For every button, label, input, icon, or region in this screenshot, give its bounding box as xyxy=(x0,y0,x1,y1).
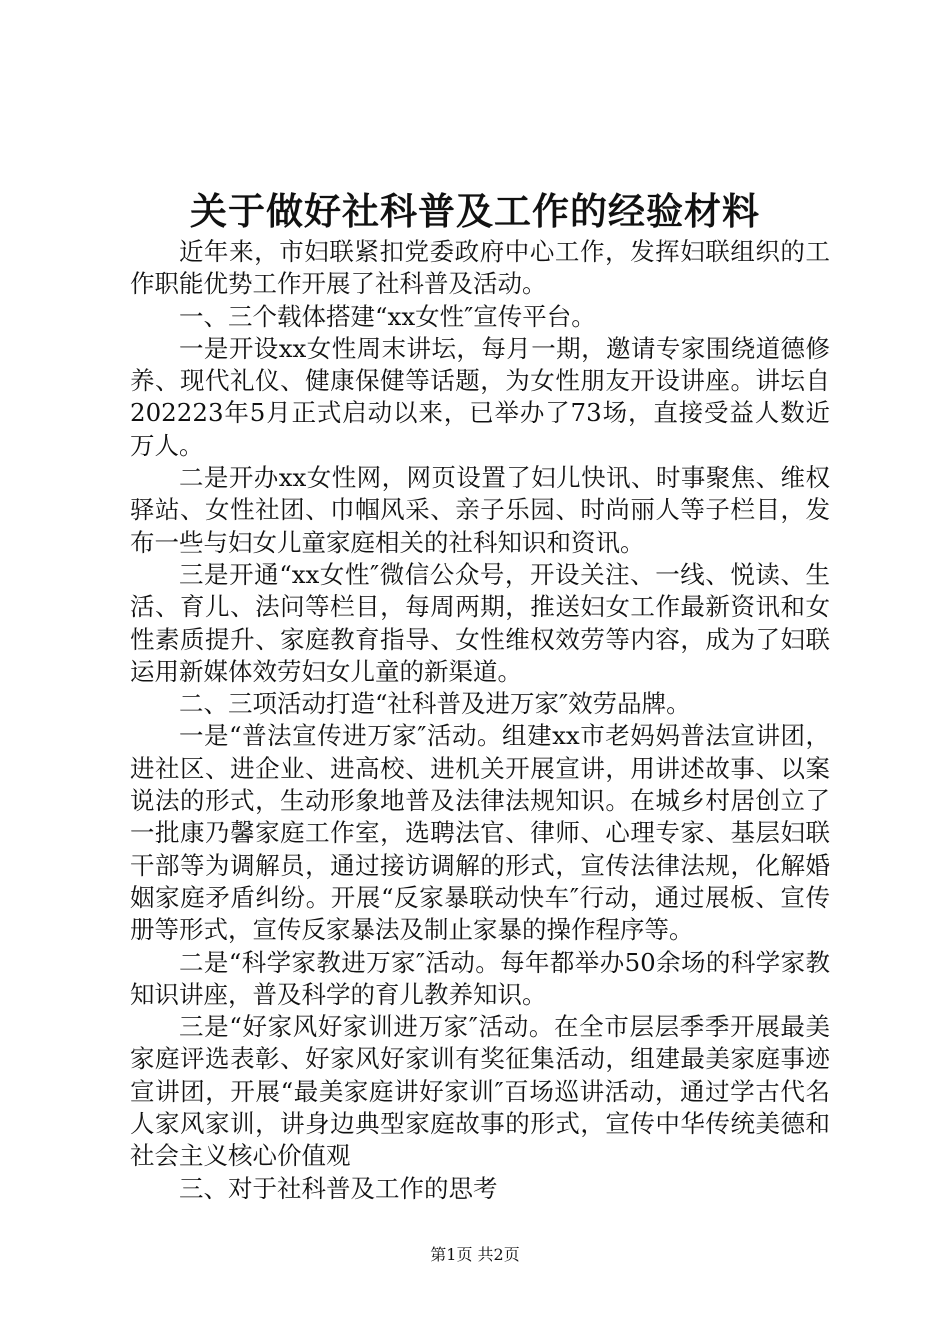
paragraph-1-3: 三是开通“xx女性″微信公众号，开设关注、一线、悦读、生活、育儿、法问等栏目，每周两期，推送妇女工作最新资讯和女性素质提升、家庭教育指导、女性维权效劳等内容，成为了妇联运用新媒体效劳妇女儿童的新渠道。 xyxy=(130,559,830,686)
heading-section-1: 一、三个载体搭建“xx女性″宣传平台。 xyxy=(179,301,596,331)
heading-section-3: 三、对于社科普及工作的思考 xyxy=(179,1173,498,1203)
document-title: 关于做好社科普及工作的经验材料 xyxy=(190,189,760,233)
paragraph-2-2: 二是“科学家教进万家″活动。每年都举办50余场的科学家教知识讲座，普及科学的育儿教养知识。 xyxy=(130,947,830,1009)
paragraph-2-3: 三是“好家风好家训进万家″活动。在全市层层季季开展最美家庭评选表彰、好家风好家训有奖征集活动，组建最美家庭事迹宣讲团，开展“最美家庭讲好家训″百场巡讲活动，通过学古代名人家风家训，讲身边典型家庭故事的形式，宣传中华传统美德和社会主义核心价值观 xyxy=(130,1012,830,1171)
paragraph-1-1: 一是开设xx女性周末讲坛，每月一期，邀请专家围绕道德修养、现代礼仪、健康保健等话题，为女性朋友开设讲座。讲坛自202223年5月正式启动以来，已举办了73场，直接受益人数近万人。 xyxy=(130,333,830,460)
paragraph-intro: 近年来，市妇联紧扣党委政府中心工作，发挥妇联组织的工作职能优势工作开展了社科普及活动。 xyxy=(130,237,830,299)
paragraph-1-2: 二是开办xx女性网，网页设置了妇儿快讯、时事聚焦、维权驿站、女性社团、巾帼风采、亲子乐园、时尚丽人等子栏目，发布一些与妇女儿童家庭相关的社科知识和资讯。 xyxy=(130,463,830,557)
heading-section-2: 二、三项活动打造“社科普及进万家″效劳品牌。 xyxy=(179,689,691,719)
paragraph-2-1: 一是“普法宣传进万家″活动。组建xx市老妈妈普法宣讲团，进社区、进企业、进高校、进机关开展宣讲，用讲述故事、以案说法的形式，生动形象地普及法律法规知识。在城乡村居创立了一批康乃馨家庭工作室，选聘法官、律师、心理专家、基层妇联干部等为调解员，通过接访调解的形式，宣传法律法规，化解婚姻家庭矛盾纠纷。开展“反家暴联动快车″行动，通过展板、宣传册等形式，宣传反家暴法及制止家暴的操作程序等。 xyxy=(130,721,830,945)
page-footer: 第1页 共2页 xyxy=(430,1245,520,1264)
document-body xyxy=(130,236,830,1205)
